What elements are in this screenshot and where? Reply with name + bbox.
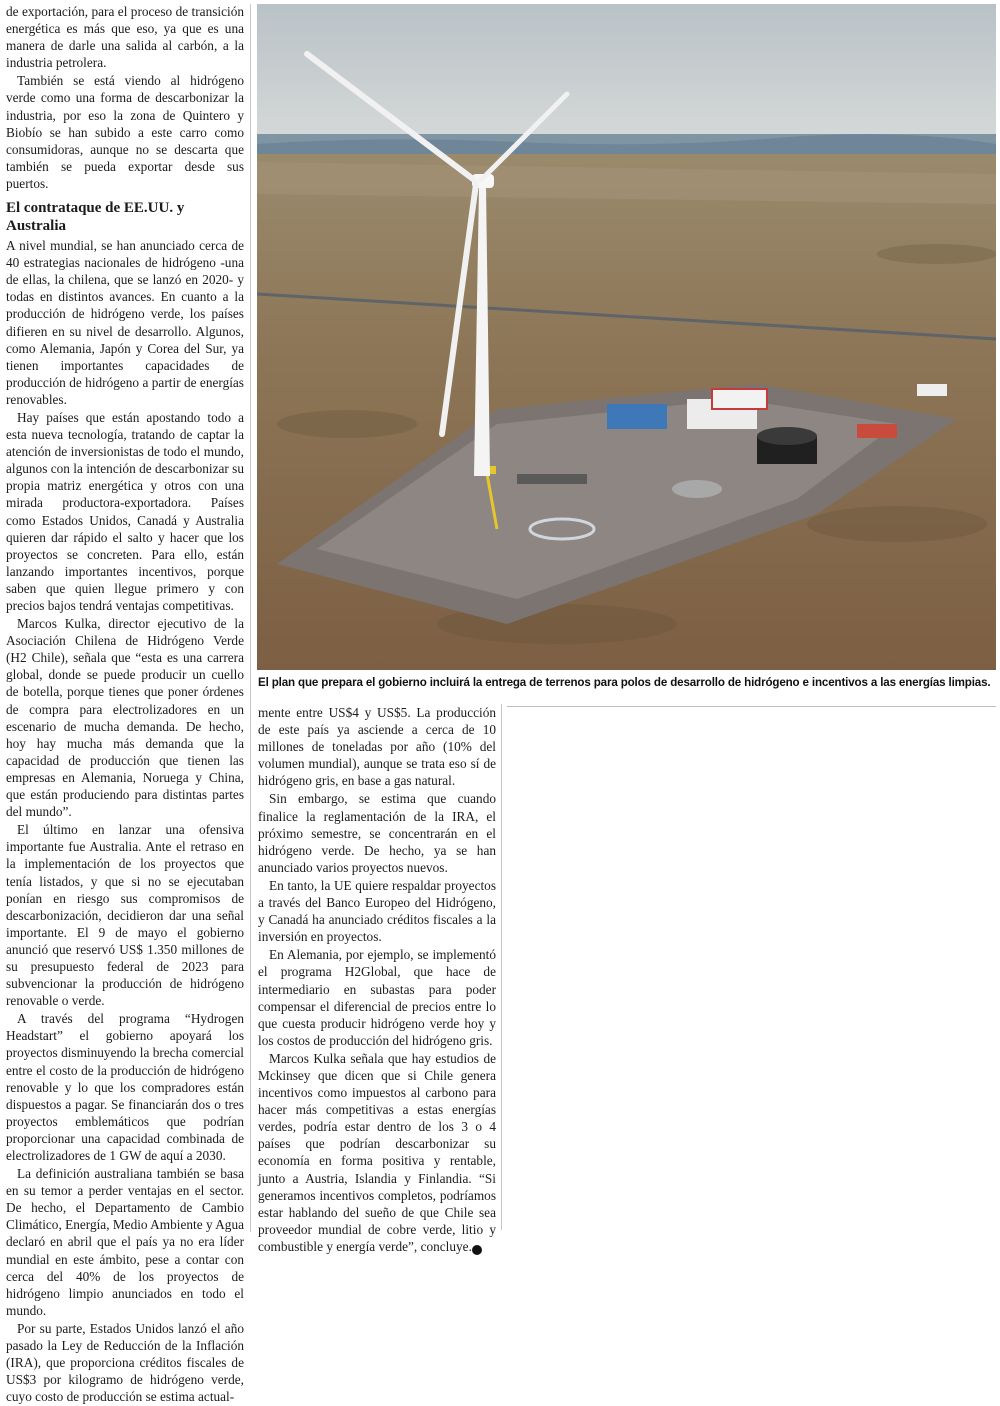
paragraph: A través del programa “Hydrogen Headstart” el gobierno apoyará los proyectos disminuyendo la brecha comercial entre el costo de la producción de hidrógeno renovable y lo que los compradores están dispuestos a pagar. Se financiarán dos o tres proyectos emblemáticos que podrían proporcionar una capacidad combinada de electrolizadores de 1 GW de aquí a 2030. [6,1011,244,1163]
paragraph: Por su parte, Estados Unidos lanzó el año pasado la Ley de Reducción de la Inflación (IRA), que proporciona créditos fiscales de US$3 por kilogramo de hidrógeno verde, cuyo costo de producción se estima actual- [6,1320,244,1405]
wind-turbine-photo [257,4,996,670]
paragraph [258,1050,496,1255]
paragraph: A nivel mundial, se han anunciado cerca de 40 estrategias nacionales de hidrógeno -una de ellas, la chilena, que se lanzó en 2020- y todas en distintos avances. En cuanto a la producción de hidrógeno verde, los países difieren en su nivel de desarrollo. Algunos, como Alemania, Japón y Corea del Sur, ya tienen importantes capacidades de producción de hidrógeno a partir de energías renovables. [6,238,244,407]
end-mark-icon: P [472,1245,482,1255]
paragraph: En tanto, la UE quiere respaldar proyectos a través del Banco Europeo del Hidrógeno, y Canadá ha anunciado créditos fiscales a la inversión en proyectos. [258,877,496,945]
photo-caption: El plan que prepara el gobierno incluirá la entrega de terrenos para polos de desarrollo de hidrógeno e incentivos a las energías limpias. [258,676,991,689]
article-column-1 [6,3,244,1406]
section-heading: El contrataque de EE.UU. y Australia [6,200,185,235]
caption-rule [507,706,996,707]
paragraph: También se está viendo al hidrógeno verde como una forma de descarbonizar la industria, por eso la zona de Quintero y Biobío se han subido a este carro como consumidoras, aunque no se descarta que también se pueda exportar desde sus puertos. [6,73,244,191]
paragraph: En Alemania, por ejemplo, se implementó el programa H2Global, que hace de intermediario en subastas para poder compensar el diferencial de precios entre lo que cuesta producir hidrógeno verde hoy y los costos de producción del hidrógeno gris. [258,947,496,1048]
column-divider-2 [501,704,502,1230]
paragraph: El último en lanzar una ofensiva importante fue Australia. Ante el retraso en la implementación de los proyectos que tenía listados, y que si no se ejecutaban ponían en riesgo sus compromisos de descarbonización, decidieron dar una señal importante. El 9 de mayo el gobierno anunció que reservó US$ 1.350 millones de su presupuesto federal de 2023 para subvencionar la producción de hidrógeno renovable o verde. [6,822,244,1009]
paragraph: Marcos Kulka, director ejecutivo de la Asociación Chilena de Hidrógeno Verde (H2 Chile), señala que “esta es una carrera global, donde se puede producir un cuello de botella, porque tienes que poner órdenes de compra para electrolizadores en un escenario de mucha demanda. De hecho, hoy hay mucha más demanda que la capacidad de producción que tienen las empresas en Alemania, Noruega y China, que están produciendo para distintas partes del mundo”. [6,616,244,820]
column-divider [250,4,251,1232]
aerial-hydrogen-plant-illustration [257,4,996,670]
paragraph: de exportación, para el proceso de transición energética es más que eso, ya que es una manera de darle una salida al carbón, a la industria petrolera. [6,4,244,71]
paragraph: La definición australiana también se basa en su temor a perder ventajas en el sector. De hecho, el Departamento de Cambio Climático, Energía, Medio Ambiente y Agua declaró en abril que el país ya no era líder mundial en este ámbito, pese a contar con cerca del 40% de los proyectos de hidrógeno limpio anunciados en todo el mundo. [6,1166,244,1318]
paragraph-text: Marcos Kulka señala que hay estudios de Mckinsey que dicen que si Chile genera incentivos como impuestos al carbono para hacer más competitivas a estas energías verdes, podría estar dentro de los 3 o 4 países que podrían descarbonizar su economía en forma positiva y rentable, junto a Austria, Islandia y Finlandia. “Si generamos incentivos completos, podríamos estar hablando del sueño de que Chile sea proveedor mundial de cobre verde, litio y combustible y energía verde”, concluye. [258,1050,496,1254]
article-column-2 [258,704,496,1256]
paragraph: Sin embargo, se estima que cuando finalice la reglamentación de la IRA, el próximo semestre, se concentrarán en el hidrógeno verde. De hecho, ya se han anunciado varios proyectos nuevos. [258,791,496,875]
paragraph: mente entre US$4 y US$5. La producción de este país ya asciende a cerca de 10 millones de toneladas por año (10% del volumen mundial), aunque se trata eso sí de hidrógeno gris, en base a gas natural. [258,705,496,789]
paragraph: Hay países que están apostando todo a esta nueva tecnología, tratando de captar la atención de inversionistas de todo el mundo, algunos con la intención de descarbonizar su propia matriz energética y otros con una mirada productora-exportadora. Países como Estados Unidos, Canadá y Australia quieren dar rápido el salto y hacer que los proyectos se concreten. Para ello, están lanzando importantes incentivos, porque saben que quien llegue primero y con precios bajos tendrá ventajas competitivas. [6,409,244,613]
